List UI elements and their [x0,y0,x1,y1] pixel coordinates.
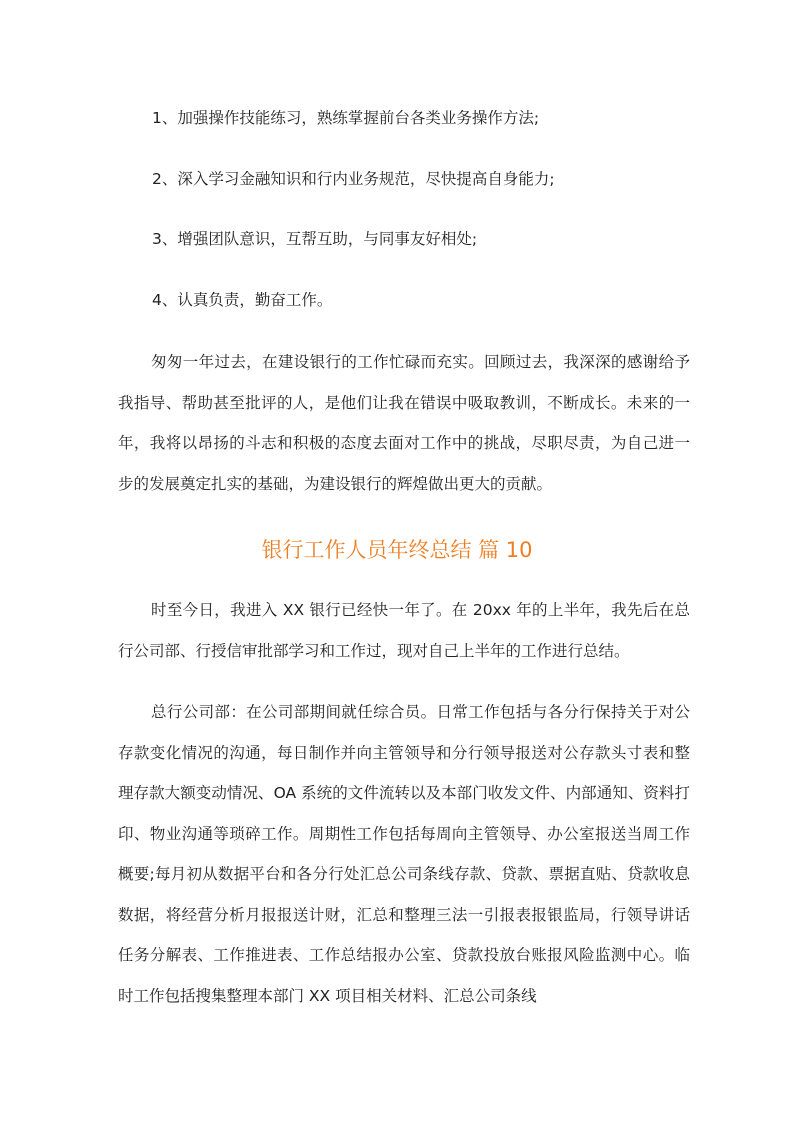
intro-paragraph: 时至今日，我进入 XX 银行已经快一年了。在 20xx 年的上半年，我先后在总行公司部、行授信审批部学习和工作过，现对自己上半年的工作进行总结。 [118,601,690,660]
list-item-1: 1、加强操作技能练习，熟练掌握前台各类业务操作方法; [152,109,540,127]
section-title: 银行工作人员年终总结 篇 10 [261,538,533,562]
list-item-4: 4、认真负责，勤奋工作。 [152,291,333,309]
list-item-2: 2、深入学习金融知识和行内业务规范，尽快提高自身能力; [152,170,555,188]
list-item-3: 3、增强团队意识，互帮互助，与同事友好相处; [152,230,478,248]
closing-paragraph: 匆匆一年过去，在建设银行的工作忙碌而充实。回顾过去，我深深的感谢给予我指导、帮助甚至批评的人，是他们让我在错误中吸取教训，不断成长。未来的一年，我将以昂扬的斗志和积极的态度去面对工作中的挑战，尽职尽责，为自己进一步的发展奠定扎实的基础，为建设银行的辉煌做出更大的贡献。 [118,353,690,493]
department-paragraph: 总行公司部：在公司部期间就任综合员。日常工作包括与各分行保持关于对公存款变化情况的沟通，每日制作并向主管领导和分行领导报送对公存款头寸表和整理存款大额变动情况、OA 系统的文件流转以及本部门收发文件、内部通知、资料打印、物业沟通等琐碎工作。周期性工作包括每周向主管领导、办公室报送当周工作概要;每月初从数据平台和各分行处汇总公司条线存款、贷款、票据直贴、贷款收息数据，将经营分析月报报送计财，汇总和整理三法一引报表报银监局，行领导讲话任务分解表、工作推进表、工作总结报办公室、贷款投放台账报风险监测中心。临时工作包括搜集整理本部门 XX 项目相关材料、汇总公司条线 [118,703,690,1005]
